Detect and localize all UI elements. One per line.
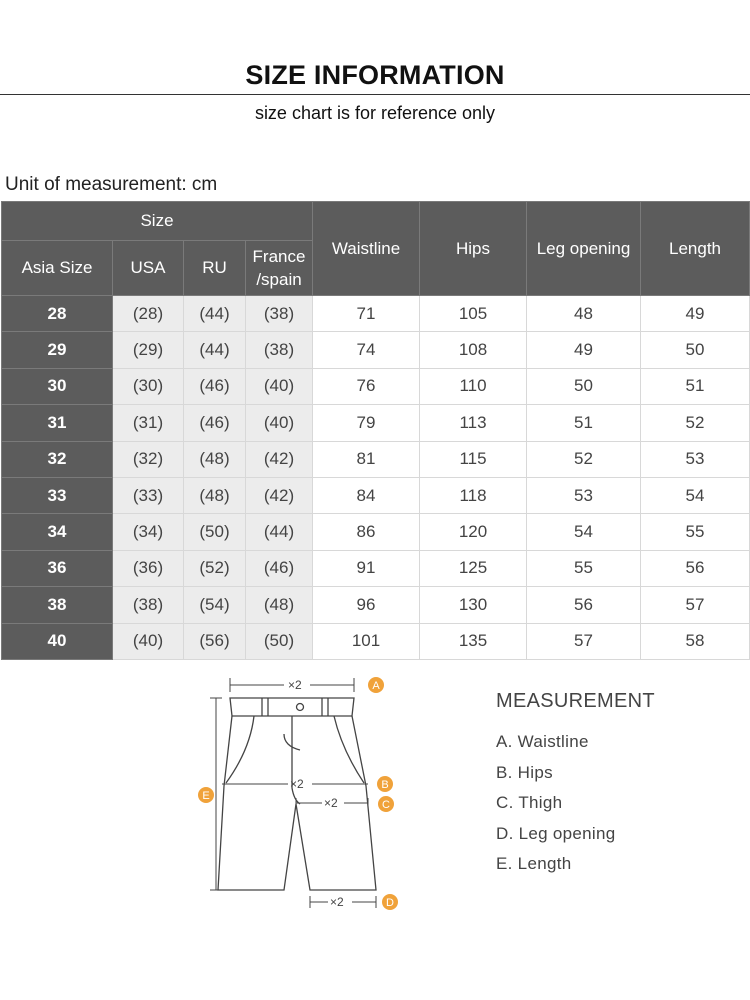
asia-size-cell: 36 <box>2 550 113 586</box>
usa-size-cell: (32) <box>113 441 184 477</box>
table-row <box>2 296 750 332</box>
measurement-item-leg-opening: D. Leg opening <box>496 824 616 843</box>
measurement-title: MEASUREMENT <box>496 690 655 712</box>
measurement-item-waistline: A. Waistline <box>496 732 589 751</box>
hips-cell: 108 <box>420 332 527 368</box>
length-cell: 56 <box>641 550 750 586</box>
usa-size-cell: (31) <box>113 405 184 441</box>
svg-text:B: B <box>381 779 389 791</box>
col-header-hips: Hips <box>420 202 527 296</box>
svg-text:C: C <box>382 799 390 811</box>
leg-opening-cell: 52 <box>527 441 641 477</box>
length-cell: 53 <box>641 441 750 477</box>
length-cell: 49 <box>641 296 750 332</box>
ru-size-cell: (48) <box>184 477 246 513</box>
col-header-ru: RU <box>184 241 246 296</box>
waistline-dimension <box>230 678 354 692</box>
length-cell: 55 <box>641 514 750 550</box>
france-size-cell: (50) <box>246 623 313 659</box>
hips-cell: 115 <box>420 441 527 477</box>
usa-size-cell: (33) <box>113 477 184 513</box>
leg-opening-cell: 56 <box>527 587 641 623</box>
measurement-item-hips: B. Hips <box>496 763 553 782</box>
hips-cell: 113 <box>420 405 527 441</box>
ru-size-cell: (50) <box>184 514 246 550</box>
size-group-header: Size <box>2 202 313 241</box>
hips-cell: 118 <box>420 477 527 513</box>
col-header-france-spain <box>246 241 313 296</box>
table-row <box>2 623 750 659</box>
hips-multiplier: ×2 <box>290 777 304 791</box>
length-cell: 57 <box>641 587 750 623</box>
ru-size-cell: (52) <box>184 550 246 586</box>
table-row <box>2 332 750 368</box>
length-cell: 54 <box>641 477 750 513</box>
length-cell: 58 <box>641 623 750 659</box>
usa-size-cell: (30) <box>113 368 184 404</box>
col-header-usa: USA <box>113 241 184 296</box>
table-row <box>2 368 750 404</box>
leg-opening-cell: 49 <box>527 332 641 368</box>
col-header-leg-opening: Leg opening <box>527 202 641 296</box>
asia-size-cell: 31 <box>2 405 113 441</box>
hips-cell: 135 <box>420 623 527 659</box>
waistline-cell: 84 <box>313 477 420 513</box>
title-divider <box>0 94 750 95</box>
waistline-cell: 101 <box>313 623 420 659</box>
hips-cell: 125 <box>420 550 527 586</box>
col-header-asia-size: Asia Size <box>2 241 113 296</box>
size-chart-table <box>1 201 750 660</box>
measurement-item-length: E. Length <box>496 854 572 873</box>
ru-size-cell: (44) <box>184 296 246 332</box>
france-size-cell: (44) <box>246 514 313 550</box>
leg-opening-cell: 54 <box>527 514 641 550</box>
table-row <box>2 587 750 623</box>
asia-size-cell: 33 <box>2 477 113 513</box>
waistline-cell: 86 <box>313 514 420 550</box>
marker-d <box>382 894 398 910</box>
unit-label: Unit of measurement: cm <box>5 174 218 195</box>
ru-size-cell: (44) <box>184 332 246 368</box>
ru-size-cell: (56) <box>184 623 246 659</box>
svg-text:D: D <box>386 897 394 909</box>
col-header-length: Length <box>641 202 750 296</box>
marker-c <box>378 796 394 812</box>
hips-cell: 110 <box>420 368 527 404</box>
waistline-cell: 91 <box>313 550 420 586</box>
hips-cell: 130 <box>420 587 527 623</box>
length-cell: 52 <box>641 405 750 441</box>
hips-dimension <box>222 777 368 791</box>
marker-b <box>377 776 393 792</box>
france-size-cell: (42) <box>246 441 313 477</box>
asia-size-cell: 32 <box>2 441 113 477</box>
waistline-cell: 81 <box>313 441 420 477</box>
shorts-diagram <box>188 668 418 918</box>
hips-cell: 105 <box>420 296 527 332</box>
france-size-cell: (42) <box>246 477 313 513</box>
usa-size-cell: (34) <box>113 514 184 550</box>
ru-size-cell: (46) <box>184 405 246 441</box>
table-row <box>2 405 750 441</box>
thigh-dimension <box>296 796 368 810</box>
leg-opening-cell: 57 <box>527 623 641 659</box>
marker-a <box>368 677 384 693</box>
asia-size-cell: 38 <box>2 587 113 623</box>
shorts-outline <box>218 698 376 890</box>
ru-size-cell: (54) <box>184 587 246 623</box>
asia-size-cell: 29 <box>2 332 113 368</box>
usa-size-cell: (38) <box>113 587 184 623</box>
hips-cell: 120 <box>420 514 527 550</box>
asia-size-cell: 40 <box>2 623 113 659</box>
waistline-cell: 96 <box>313 587 420 623</box>
leg-opening-cell: 51 <box>527 405 641 441</box>
table-row <box>2 477 750 513</box>
marker-e <box>198 787 214 803</box>
waistline-cell: 79 <box>313 405 420 441</box>
table-row <box>2 550 750 586</box>
leg-opening-cell: 53 <box>527 477 641 513</box>
thigh-multiplier: ×2 <box>324 796 338 810</box>
usa-size-cell: (40) <box>113 623 184 659</box>
col-header-france-line1: France <box>252 247 306 266</box>
asia-size-cell: 30 <box>2 368 113 404</box>
usa-size-cell: (28) <box>113 296 184 332</box>
france-size-cell: (40) <box>246 405 313 441</box>
france-size-cell: (38) <box>246 332 313 368</box>
measurement-item-thigh: C. Thigh <box>496 793 563 812</box>
table-row <box>2 441 750 477</box>
col-header-waistline: Waistline <box>313 202 420 296</box>
usa-size-cell: (29) <box>113 332 184 368</box>
leg-opening-dimension <box>310 895 376 909</box>
leg-opening-cell: 55 <box>527 550 641 586</box>
asia-size-cell: 28 <box>2 296 113 332</box>
waistline-multiplier: ×2 <box>288 678 302 692</box>
svg-text:A: A <box>372 680 380 692</box>
usa-size-cell: (36) <box>113 550 184 586</box>
leg-opening-multiplier: ×2 <box>330 895 344 909</box>
france-size-cell: (40) <box>246 368 313 404</box>
france-size-cell: (48) <box>246 587 313 623</box>
waistline-cell: 74 <box>313 332 420 368</box>
ru-size-cell: (46) <box>184 368 246 404</box>
length-cell: 51 <box>641 368 750 404</box>
ru-size-cell: (48) <box>184 441 246 477</box>
waistline-cell: 76 <box>313 368 420 404</box>
page-title: SIZE INFORMATION <box>245 60 505 90</box>
france-size-cell: (38) <box>246 296 313 332</box>
table-row <box>2 514 750 550</box>
col-header-france-line2: /spain <box>256 270 302 289</box>
leg-opening-cell: 48 <box>527 296 641 332</box>
leg-opening-cell: 50 <box>527 368 641 404</box>
waistline-cell: 71 <box>313 296 420 332</box>
asia-size-cell: 34 <box>2 514 113 550</box>
length-cell: 50 <box>641 332 750 368</box>
svg-text:E: E <box>202 790 210 802</box>
france-size-cell: (46) <box>246 550 313 586</box>
page-subtitle: size chart is for reference only <box>254 103 496 123</box>
